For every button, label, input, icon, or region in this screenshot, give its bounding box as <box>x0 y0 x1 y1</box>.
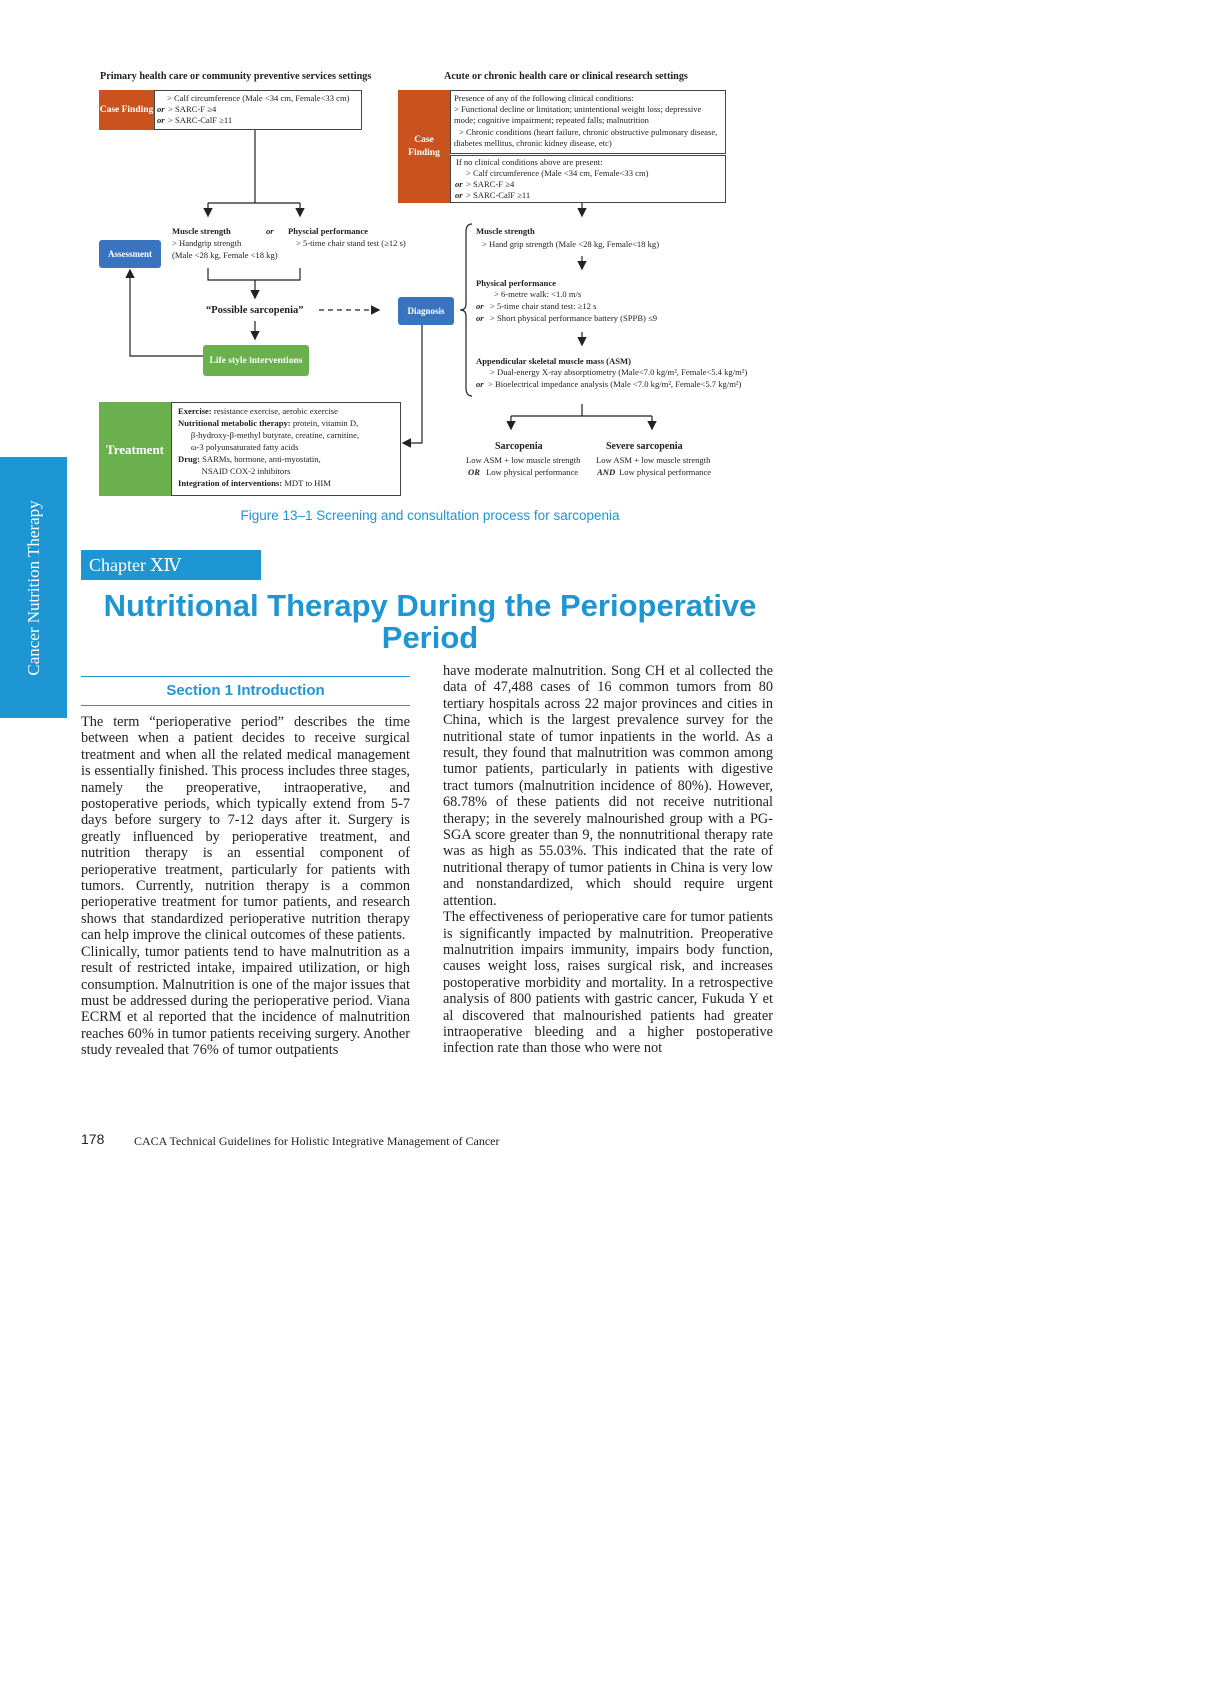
right-case-line: If no clinical conditions above are present: <box>456 157 603 167</box>
severe-sarcopenia-criteria: Low ASM + low muscle strength <box>596 455 711 465</box>
right-column <box>443 663 773 1057</box>
or-label: or <box>157 115 165 125</box>
treatment-line: Integration of interventions: MDT to HIM <box>178 478 331 488</box>
asm-title: Appendicular skeletal muscle mass (ASM) <box>476 356 632 366</box>
treatment-line: β-hydroxy-β-methyl butyrate, creatine, carnitine, <box>178 430 360 440</box>
muscle-strength-label: Muscle strength <box>476 226 535 236</box>
severe-sarcopenia-criteria: Low physical performance <box>619 467 712 477</box>
physical-performance-item: > Short physical performance battery (SPPB) ≤9 <box>490 313 658 323</box>
physical-performance-item: > 5-time chair stand test: ≥12 s <box>490 301 597 311</box>
right-case-line: mode; cognitive impairment; repeated falls; malnutrition <box>454 115 649 125</box>
left-column <box>81 714 410 1059</box>
paragraph: The effectiveness of perioperative care for tumor patients is significantly impacted by malnutrition. Preoperative malnutrition impairs immunity, impairs body function, causes weight loss, raises surgical risk, and increases postoperative morbidity and mortality. In a retrospective analysis of 800 patients with gastric cancer, Fukuda Y et al discovered that malnourished patients had greater intraoperative bleeding and a higher postoperative infection rate than those who were not <box>443 909 773 1057</box>
sarcopenia-flowchart <box>0 0 1218 520</box>
treatment-label: Treatment <box>99 402 171 496</box>
treatment-line: ω-3 polyunsaturated fatty acids <box>178 442 299 452</box>
paragraph: The term “perioperative period” describes the time between when a patient decides to receive surgical treatment and when all the related medical management is essentially finished. This process includes three stages, namely the preoperative, intraoperative, and postoperative periods, which typically extend from 5-7 days before surgery to 7-12 days after it. Surgery is greatly influenced by perioperative treatment, and nutrition therapy is an essential component of perioperative treatment, particularly for patients with tumors. Currently, nutrition therapy is a common perioperative treatment for tumor patients, and research shows that standardized perioperative nutrition therapy can help improve the clinical outcomes of these patients. <box>81 714 410 944</box>
muscle-strength-label: Muscle strength <box>172 226 231 236</box>
physical-performance-label: Physcial performance <box>288 226 368 236</box>
diagnosis-label: Diagnosis <box>398 297 454 325</box>
right-handgrip-item: > Hand grip strength (Male <28 kg, Female<18 kg) <box>482 239 660 249</box>
sarcopenia-criteria: Low ASM + low muscle strength <box>466 455 581 465</box>
left-case-item: > Calf circumference (Male <34 cm, Female<33 cm) <box>167 93 350 103</box>
right-case-line: > SARC-CalF ≥11 <box>466 190 531 200</box>
or-label: or <box>476 379 484 389</box>
right-case-line: Presence of any of the following clinical conditions: <box>454 93 634 103</box>
right-case-line: diabetes mellitus, chronic kidney disease, etc) <box>454 138 612 148</box>
treatment-line: NSAID COX-2 inhibitors <box>178 466 291 476</box>
right-setting-header: Acute or chronic health care or clinical research settings <box>444 71 688 82</box>
handgrip-range: (Male <28 kg, Female <18 kg) <box>172 250 278 260</box>
chapter-title-line: Period <box>381 620 479 655</box>
asm-item: > Dual-energy X-ray absorptiometry (Male<7.0 kg/m², Female<5.4 kg/m²) <box>490 367 748 377</box>
and-label: AND <box>597 467 616 477</box>
physical-performance-label: Physical performance <box>476 278 556 288</box>
chapter-title-line: Nutritional Therapy During the Perioperative <box>103 588 757 623</box>
asm-item: > Bioelectrical impedance analysis (Male <7.0 kg/m², Female<5.7 kg/m²) <box>488 379 742 389</box>
left-case-item: > SARC-CalF ≥11 <box>168 115 233 125</box>
treatment-line: Nutritional metabolic therapy: protein, vitamin D, <box>178 418 359 428</box>
case-finding-label-right: Case Finding <box>398 90 450 203</box>
sarcopenia-criteria: Low physical performance <box>486 467 579 477</box>
handgrip-item: > Handgrip strength <box>172 238 242 248</box>
treatment-line: Exercise: resistance exercise, aerobic exercise <box>178 406 338 416</box>
or-label: or <box>266 226 274 236</box>
left-case-item: > SARC-F ≥4 <box>168 104 217 114</box>
figure-caption: Figure 13–1 Screening and consultation process for sarcopenia <box>240 508 620 523</box>
footer-text: CACA Technical Guidelines for Holistic Integrative Management of Cancer <box>134 1134 500 1148</box>
side-tab <box>0 457 67 718</box>
or-label: or <box>455 190 463 200</box>
or-label: or <box>157 104 165 114</box>
section-heading: Section 1 Introduction <box>81 676 410 706</box>
paragraph: have moderate malnutrition. Song CH et al collected the data of 47,488 cases of 16 common tumors from 80 tertiary hospitals across 22 major provinces and cities in China, which is the largest prevalence survey for the nutritional state of tumor inpatients in the world. As a result, they found that malnutrition was common among tumor patients, particularly in patients with digestive tract tumors (malnutrition incidence of 80%). However, 68.78% of these patients did not receive nutritional therapy; in the severely malnourished group with a PG-SGA score greater than 9, the nonnutritional therapy rate was as high as 55.03%. This indicated that the rate of nutritional therapy of tumor patients in China is very low and nonstandardized, which should require urgent attention. <box>443 663 773 909</box>
lifestyle-interventions-label: Life style interventions <box>203 345 309 376</box>
right-case-line: > Chronic conditions (heart failure, chronic obstructive pulmonary disease, <box>459 127 718 137</box>
sarcopenia-label: Sarcopenia <box>495 441 543 452</box>
side-tab-label: Cancer Nutrition Therapy <box>23 499 43 676</box>
severe-sarcopenia-label: Severe sarcopenia <box>606 441 683 452</box>
left-setting-header: Primary health care or community preventive services settings <box>100 71 372 82</box>
possible-sarcopenia-label: “Possible sarcopenia” <box>206 305 304 316</box>
assessment-label: Assessment <box>99 240 161 268</box>
case-finding-label-left: Case Finding <box>99 90 154 130</box>
or-label: or <box>476 301 484 311</box>
chapter-badge: Chapter ⅩⅣ <box>81 550 261 580</box>
chair-stand-item: > 5-time chair stand test (≥12 s) <box>296 238 406 248</box>
treatment-line: Drug: SARMs, hormone, anti-myostatin, <box>178 454 321 464</box>
right-case-line: > Functional decline or limitation; unintentional weight loss; depressive <box>454 104 702 114</box>
or-label: or <box>476 313 484 323</box>
right-case-line: > Calf circumference (Male <34 cm, Female<33 cm) <box>466 168 649 178</box>
physical-performance-item: > 6-metre walk: <1.0 m/s <box>494 289 582 299</box>
or-caps-label: OR <box>468 467 480 477</box>
chapter-title <box>80 590 780 654</box>
or-label: or <box>455 179 463 189</box>
right-case-line: > SARC-F ≥4 <box>466 179 515 189</box>
page-number: 178 <box>81 1131 105 1147</box>
paragraph: Clinically, tumor patients tend to have malnutrition as a result of restricted intake, impaired utilization, or high consumption. Malnutrition is one of the major issues that must be addressed during the perioperative period. Viana ECRM et al reported that the incidence of malnutrition reaches 60% in tumor patients receiving surgery. Another study revealed that 76% of tumor outpatients <box>81 943 410 1059</box>
